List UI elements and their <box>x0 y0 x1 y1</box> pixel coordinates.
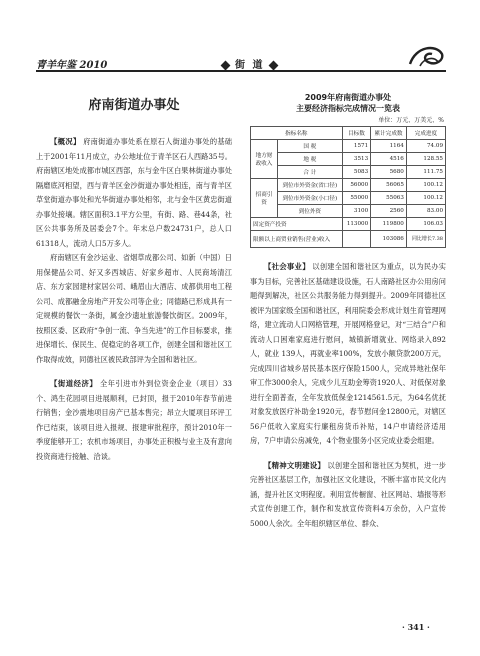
row-name: 到位市外资金(省口径) <box>278 179 343 192</box>
group-cell: 招商引资 <box>251 179 278 218</box>
row-name: 地 税 <box>278 153 343 166</box>
table-row <box>251 140 446 153</box>
row-done: 55063 <box>371 192 407 205</box>
yearbook-title: 青羊年鉴 2010 <box>36 60 108 71</box>
table-row <box>251 153 446 166</box>
header-cell: 指标名称 <box>251 127 343 140</box>
row-target: 1571 <box>342 140 371 153</box>
row-target <box>342 231 371 248</box>
row-name: 合 计 <box>278 166 343 179</box>
table-row <box>251 179 446 192</box>
row-done: 5680 <box>371 166 407 179</box>
social-paragraph <box>250 260 446 449</box>
group-cell: 地方财政收入 <box>251 140 278 179</box>
overview-paragraph <box>36 135 232 251</box>
row-pct: 100.12 <box>406 179 445 192</box>
culture-paragraph <box>250 459 446 532</box>
row-target: 5083 <box>342 166 371 179</box>
indicator-table <box>250 126 446 248</box>
row-pct: 74.09 <box>406 140 445 153</box>
section-label-overview: 【概况】 <box>50 137 81 146</box>
table-row <box>251 231 446 248</box>
table-row <box>251 166 446 179</box>
section-label-economy: 【街道经济】 <box>50 379 98 388</box>
page-number: · 341 · <box>402 622 430 632</box>
table-row <box>251 192 446 205</box>
row-pct: 83.00 <box>406 205 445 218</box>
row-pct: 128.55 <box>406 153 445 166</box>
row-pct: 106.03 <box>406 218 445 231</box>
header-cell: 目标数 <box>342 127 371 140</box>
row-name: 固定资产投资 <box>251 218 343 231</box>
table-row <box>251 205 446 218</box>
row-target: 3100 <box>342 205 371 218</box>
row-name: 限额以上商贸业销售(营业)收入 <box>251 231 343 248</box>
table-row <box>251 218 446 231</box>
table-unit: 单位：万元、万美元、% <box>378 117 444 124</box>
row-name: 到位外资 <box>278 205 343 218</box>
section-label: 街 道 <box>235 60 265 71</box>
table-title <box>250 92 446 114</box>
row-done: 4516 <box>371 153 407 166</box>
row-pct: 111.75 <box>406 166 445 179</box>
economy-paragraph <box>36 377 232 464</box>
row-pct: 同比增长7.38 <box>406 231 445 248</box>
row-done: 119800 <box>371 218 407 231</box>
header-cell: 完成进度 <box>406 127 445 140</box>
header-cell: 累计完成数 <box>371 127 407 140</box>
right-column <box>250 92 446 531</box>
diamond-icon <box>221 60 231 70</box>
section-label-culture: 【精神文明建设】 <box>264 460 325 470</box>
running-header <box>36 56 446 72</box>
row-done: 56065 <box>371 179 407 192</box>
diamond-icon <box>269 60 279 70</box>
table-title-line1: 2009年府南街道办事处 <box>304 93 392 102</box>
row-done: 2560 <box>371 205 407 218</box>
table-title-line2: 主要经济指标完成情况一览表 <box>296 104 400 113</box>
row-done: 103086 <box>371 231 407 248</box>
swirl-ornament-icon <box>406 42 446 70</box>
row-done: 1164 <box>371 140 407 153</box>
table-header-row <box>251 127 446 140</box>
article-title: 府南街道办事处 <box>88 98 180 113</box>
row-name: 国 税 <box>278 140 343 153</box>
row-pct: 100.12 <box>406 192 445 205</box>
row-name: 到位市外资金(小口径) <box>278 192 343 205</box>
section-label-social: 【社会事业】 <box>264 262 310 271</box>
row-target: 56000 <box>342 179 371 192</box>
row-target: 55000 <box>342 192 371 205</box>
left-column <box>36 92 232 464</box>
row-target: 113000 <box>342 218 371 231</box>
section-title <box>216 56 283 71</box>
social-text: 以创建全国和谐社区为重点，以为民办实事为目标，完善社区基础建设设施，石人南路社区办公用房问题得到解决，社区公共服务能力得到提升。2009年同德社区被评为国家级全国和谐社区，利用院委会形成计划生育管理网络，建立流动人口网格管理，开展网格登记，对“三结合”户和流动人口困难家庭进行慰问，城镇新增就业、网络录入892人，就业 139人，再就业率100%，发放小额贷款200万元，完成四川省城乡居民基本医疗保险1500人，完成异地社保年审工作3000余人，完成少儿互助金筹资1920人、对低保对象进行全面普查，全年发放低保金1214561.5元，为64名优抚对象发放医疗补助金1920元，春节慰问金12800元，对辖区56户低收入家庭实行廉租房货币补贴，14户申请经济适用房，7户申请公房减免，4个物业服务小区完成业委会组建。 <box>250 262 446 445</box>
culture-text: 以创建全国和谐社区为契机，进一步完善社区基层工作，加强社区文化建设，不断丰富市民文化内涵，提升社区文明程度。利用宣传橱窗、社区网站、墙报等形式宣传创建工作，制作和发放宣传资料4万余份，入户宣传5000人余次。全年组织辖区单位、群众、 <box>250 460 446 528</box>
enterprises-paragraph: 府南辖区有金沙运业、省烟草成都公司、如新（中国）日用保健品公司、好又多西城店、好家乡超市、人民商场清江店、东方家园建材家居公司、峨眉山大酒店、成都供用电工程公司、成都融金房地产开发公司等企业；同德路已形成具有一定规模的餐饮一条街，属金沙遗址旅游餐饮街区。2009年，按照区委、区政府“争创一流、争当先进”的工作目标要求，推进保增长、保民生、促稳定的各项工作，创建全国和谐社区工作取得成效，同德社区被民政部评为全国和谐社区。 <box>36 253 232 364</box>
economy-text: 全年引进市外到位资金企业（项目）33个、鸿生花园项目进展顺利，已封顶，报于2010年春节前进行销售；金沙震地项目房产已基本售完；昂立大厦项目环评工作已结束，该项目进入报规、报建审批程序，预计2010年一季度能够开工；农机市场项目，办事处正积极与业主及有意向投资商进行接触、洽谈。 <box>36 379 232 461</box>
row-target: 3513 <box>342 153 371 166</box>
overview-text: 府南街道办事处系在原石人街道办事处的基础上于2001年11月成立，办公地址位于青羊区石人西路35号。府南辖区地处成都市城区西部，东与金牛区白果林街道办事处隔磨底河相望，西与青羊区金沙街道办事处相连，南与青羊区草堂街道办事处和光华街道办事处相邻，北与金牛区黄忠街道办事处接壤。辖区面积3.1平方公里，有街、路、巷44条，社区公共事务所及居委会7个。年末总户数24731户，总人口61318人，流动人口5万多人。 <box>36 137 232 248</box>
